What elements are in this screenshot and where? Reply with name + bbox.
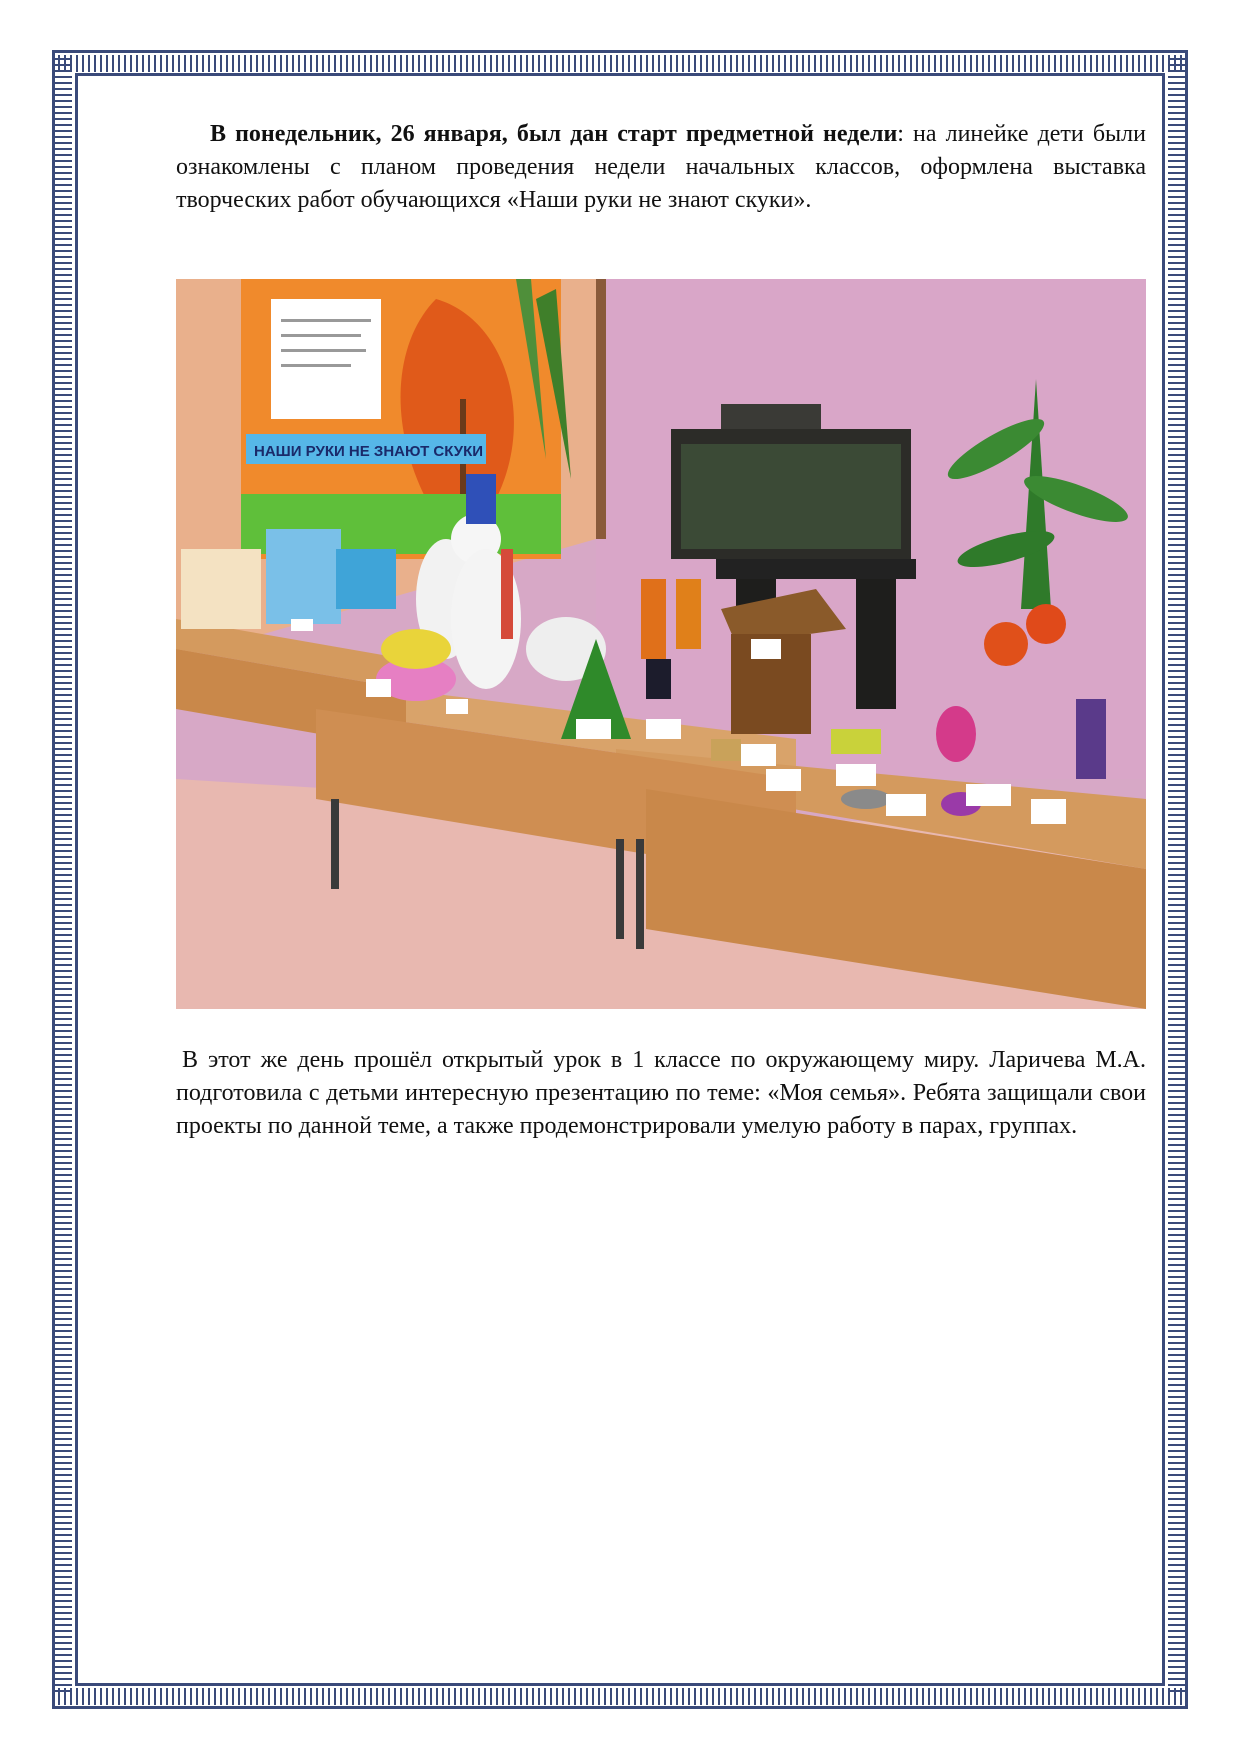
document-body-lower	[176, 1044, 1146, 1143]
lesson-paragraph: В этот же день прошёл открытый урок в 1 классе по окружающему миру. Ларичева М.А. подготовила с детьми интересную презентацию по теме: «Моя семья». Ребята защищали свои проекты по данной теме, а также продемонстрировали умелую работу в парах, группах.	[176, 1047, 1146, 1139]
border-ornament-bottom	[58, 1688, 1182, 1705]
exhibition-photo	[176, 279, 1146, 1009]
border-ornament-left	[55, 58, 72, 1696]
intro-bold-lead: В понедельник, 26 января, был дан старт предметной недели	[210, 121, 898, 147]
document-body	[176, 118, 1146, 217]
intro-rest: : на линейке дети были ознакомлены с планом проведения недели начальных классов, оформлена выставка творческих работ обучающихся «Наши руки не знают скуки».	[176, 121, 1146, 213]
banner-text: НАШИ РУКИ НЕ ЗНАЮТ СКУКИ	[254, 443, 484, 460]
border-ornament-top	[58, 55, 1182, 72]
intro-paragraph	[176, 118, 1146, 217]
border-ornament-right	[1168, 58, 1185, 1696]
